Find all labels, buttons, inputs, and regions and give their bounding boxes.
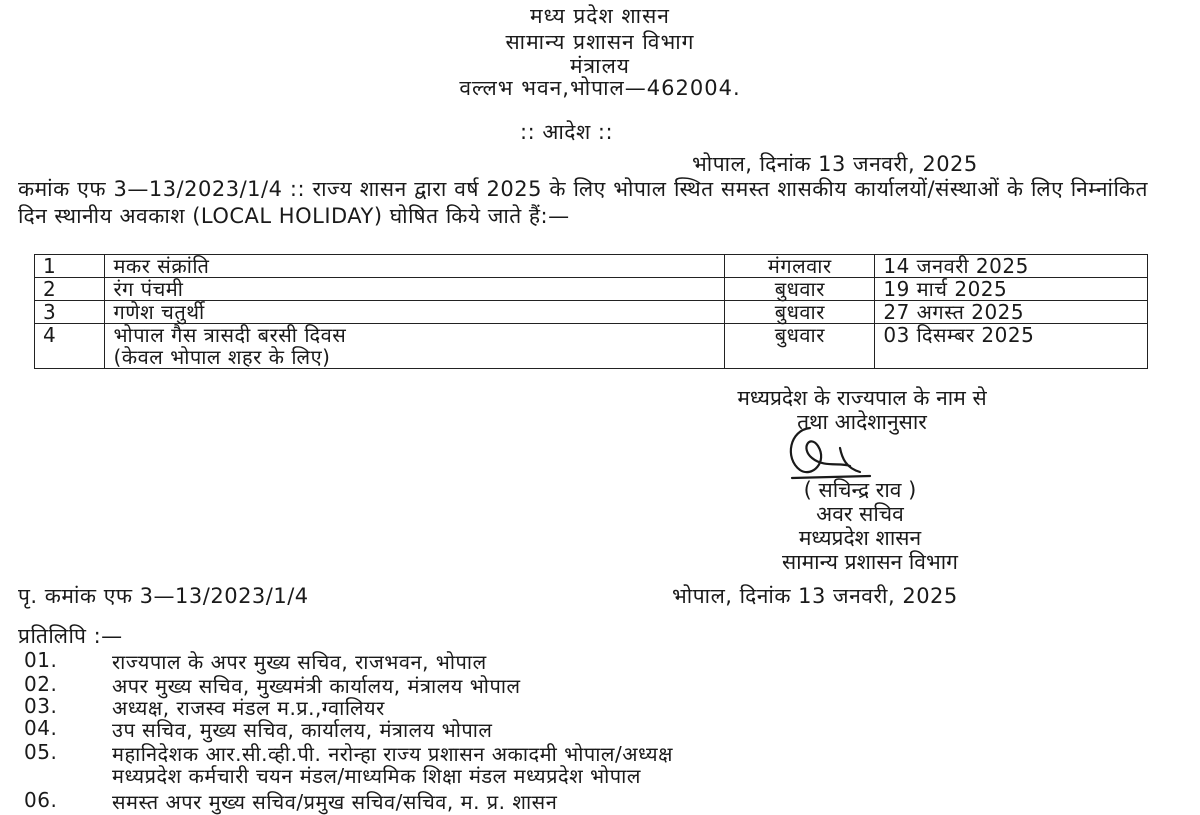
holiday-name [105,255,725,278]
holiday-row [35,255,1148,278]
order-title: :: आदेश :: [520,120,614,144]
holiday-number: 2 [35,278,105,301]
holiday-name-line: भोपाल गैस त्रासदी बरसी दिवस [113,323,347,347]
header-ministry: मंत्रालय [569,54,630,78]
holiday-table [34,254,1148,369]
holiday-name-line: मकर संक्रांति [113,254,210,278]
holiday-weekday: बुधवार [725,301,875,324]
holiday-number: 4 [35,324,105,369]
copy-item-text: राज्यपाल के अपर मुख्य सचिव, राजभवन, भोपाल [112,650,487,674]
holiday-name [105,324,725,369]
holiday-name [105,301,725,324]
copy-item-number: 06. [24,788,58,812]
copy-item-text-continued: मध्यप्रदेश कर्मचारी चयन मंडल/माध्यमिक शिक्षा मंडल मध्यप्रदेश भोपाल [112,764,641,788]
holiday-row [35,278,1148,301]
authority-line-1: मध्यप्रदेश के राज्यपाल के नाम से [737,386,987,410]
header-department: सामान्य प्रशासन विभाग [505,30,695,54]
copy-item-text: समस्त अपर मुख्य सचिव/प्रमुख सचिव/सचिव, म. प्र. शासन [112,790,558,814]
copy-item-text: अध्यक्ष, राजस्व मंडल म.प्र.,ग्वालियर [112,696,385,720]
copy-item-text: महानिदेशक आर.सी.व्ही.पी. नरोन्हा राज्य प्रशासन अकादमी भोपाल/अध्यक्ष [112,742,673,766]
holiday-row [35,324,1148,369]
order-paragraph: कमांक एफ 3—13/2023/1/4 :: राज्य शासन द्वारा वर्ष 2025 के लिए भोपाल स्थित समस्त शासकीय कार्यालयों/संस्थाओं के लिए निम्नांकित दिन स्थानीय अवकाश (LOCAL HOLIDAY) घोषित किये जाते हैं:— [18,177,1148,228]
order-date: भोपाल, दिनांक 13 जनवरी, 2025 [692,152,978,176]
holiday-date: 03 दिसम्बर 2025 [875,324,1148,369]
signatory-name: ( सचिन्द्र राव ) [803,478,917,502]
header-government: मध्य प्रदेश शासन [530,4,670,28]
holiday-weekday: बुधवार [725,278,875,301]
holiday-number: 1 [35,255,105,278]
holiday-name-line: गणेश चतुर्थी [113,300,205,324]
copy-item-number: 01. [24,648,58,672]
holiday-date: 27 अगस्त 2025 [875,301,1148,324]
copy-item-number: 05. [24,740,58,764]
holiday-number: 3 [35,301,105,324]
holiday-date: 14 जनवरी 2025 [875,255,1148,278]
holiday-name-line: रंग पंचमी [113,277,184,301]
copy-item-number: 03. [24,694,58,718]
copy-item-number: 02. [24,672,58,696]
holiday-weekday: मंगलवार [725,255,875,278]
copy-label: प्रतिलिपि :— [18,624,123,648]
signatory-office-1: मध्यप्रदेश शासन [798,526,922,550]
holiday-name-note: (केवल भोपाल शहर के लिए) [113,345,331,369]
holiday-row [35,301,1148,324]
authority-line-2: तथा आदेशानुसार [797,410,927,434]
copy-reference-date: भोपाल, दिनांक 13 जनवरी, 2025 [672,584,958,608]
copy-item-text: अपर मुख्य सचिव, मुख्यमंत्री कार्यालय, मंत्रालय भोपाल [112,674,521,698]
signatory-office-2: सामान्य प्रशासन विभाग [781,550,959,574]
copy-item-number: 04. [24,716,58,740]
holiday-table-body [35,255,1148,369]
header-address: वल्लभ भवन,भोपाल—462004. [459,76,741,100]
copy-item-text: उप सचिव, मुख्य सचिव, कार्यालय, मंत्रालय भोपाल [112,718,493,742]
holiday-date: 19 मार्च 2025 [875,278,1148,301]
signatory-designation: अवर सचिव [816,502,904,526]
holiday-weekday: बुधवार [725,324,875,369]
holiday-name [105,278,725,301]
copy-reference-number: पृ. कमांक एफ 3—13/2023/1/4 [18,584,309,608]
